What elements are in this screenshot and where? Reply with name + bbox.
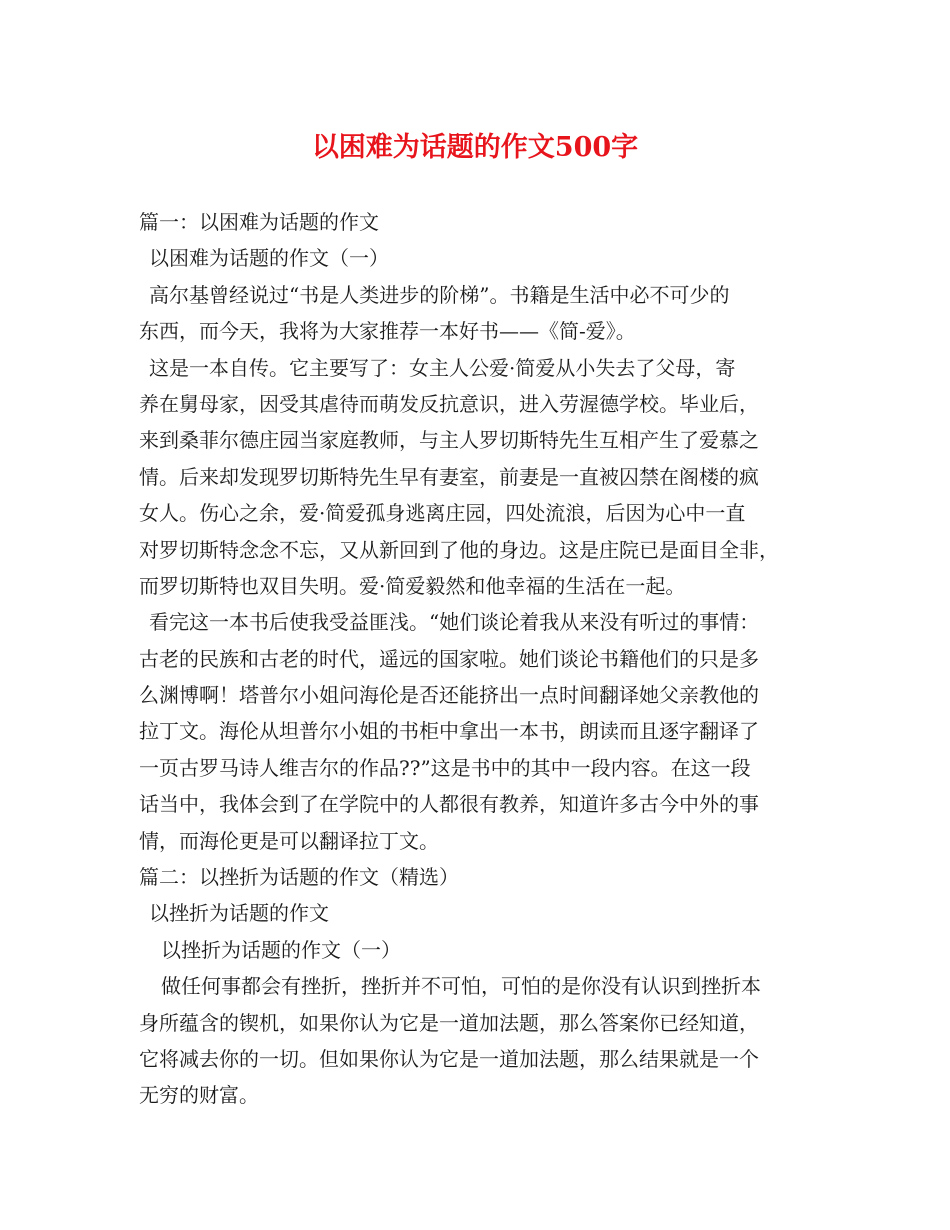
paragraph-line: 情。后来却发现罗切斯特先生早有妻室，前妻是一直被囚禁在阁楼的疯 — [139, 464, 759, 489]
paragraph-line: 身所蕴含的锲机，如果你认为它是一道加法题，那么答案你已经知道， — [139, 1010, 759, 1035]
paragraph-line: 女人。伤心之余，爱·简爱孤身逃离庄园，四处流浪，后因为心中一直 — [139, 501, 746, 526]
subheading: 以挫折为话题的作文 — [149, 901, 329, 926]
paragraph-line: 无穷的财富。 — [139, 1083, 259, 1108]
paragraph-line: 它将减去你的一切。但如果你认为它是一道加法题，那么结果就是一个 — [139, 1046, 759, 1071]
paragraph-line: 来到桑菲尔德庄园当家庭教师，与主人罗切斯特先生互相产生了爱慕之 — [139, 428, 759, 453]
paragraph-line: 而罗切斯特也双目失明。爱·简爱毅然和他幸福的生活在一起。 — [139, 573, 686, 598]
paragraph-line: 做任何事都会有挫折，挫折并不可怕，可怕的是你没有认识到挫折本 — [161, 974, 761, 999]
paragraph-line: 这是一本自传。它主要写了：女主人公爱·简爱从小失去了父母，寄 — [149, 355, 736, 380]
paragraph-line: 拉丁文。海伦从坦普尔小姐的书柜中拿出一本书，朗读而且逐字翻译了 — [139, 719, 759, 744]
subheading: 以挫折为话题的作文（一） — [161, 937, 401, 962]
section-heading-1: 篇一：以困难为话题的作文 — [139, 210, 379, 234]
document-title: 以困难为话题的作文500字 — [311, 132, 639, 163]
paragraph-line: 东西，而今天，我将为大家推荐一本好书——《简-爱》。 — [139, 319, 636, 344]
paragraph-line: 高尔基曾经说过“书是人类进步的阶梯”。书籍是生活中必不可少的 — [149, 282, 730, 307]
paragraph-line: 对罗切斯特念念不忘，又从新回到了他的身边。这是庄院已是面目全非， — [139, 537, 779, 562]
paragraph-line: 么渊博啊！塔普尔小姐问海伦是否还能挤出一点时间翻译她父亲教他的 — [139, 683, 759, 708]
paragraph-line: 看完这一本书后使我受益匪浅。“她们谈论着我从来没有听过的事情： — [149, 610, 760, 635]
paragraph-line: 一页古罗马诗人维吉尔的作品??”这是书中的其中一段内容。在这一段 — [139, 755, 751, 780]
paragraph-line: 古老的民族和古老的时代，遥远的国家啦。她们谈论书籍他们的只是多 — [139, 646, 759, 671]
paragraph-line: 情，而海伦更是可以翻译拉丁文。 — [139, 828, 439, 853]
paragraph-line: 养在舅母家，因受其虐待而萌发反抗意识，进入劳渥德学校。毕业后， — [139, 391, 759, 416]
document-body — [139, 204, 819, 1114]
subheading: 以困难为话题的作文（一） — [149, 246, 389, 271]
section-heading-2: 篇二：以挫折为话题的作文（精选） — [139, 865, 459, 890]
paragraph-line: 话当中，我体会到了在学院中的人都很有教养，知道许多古今中外的事 — [139, 792, 759, 817]
